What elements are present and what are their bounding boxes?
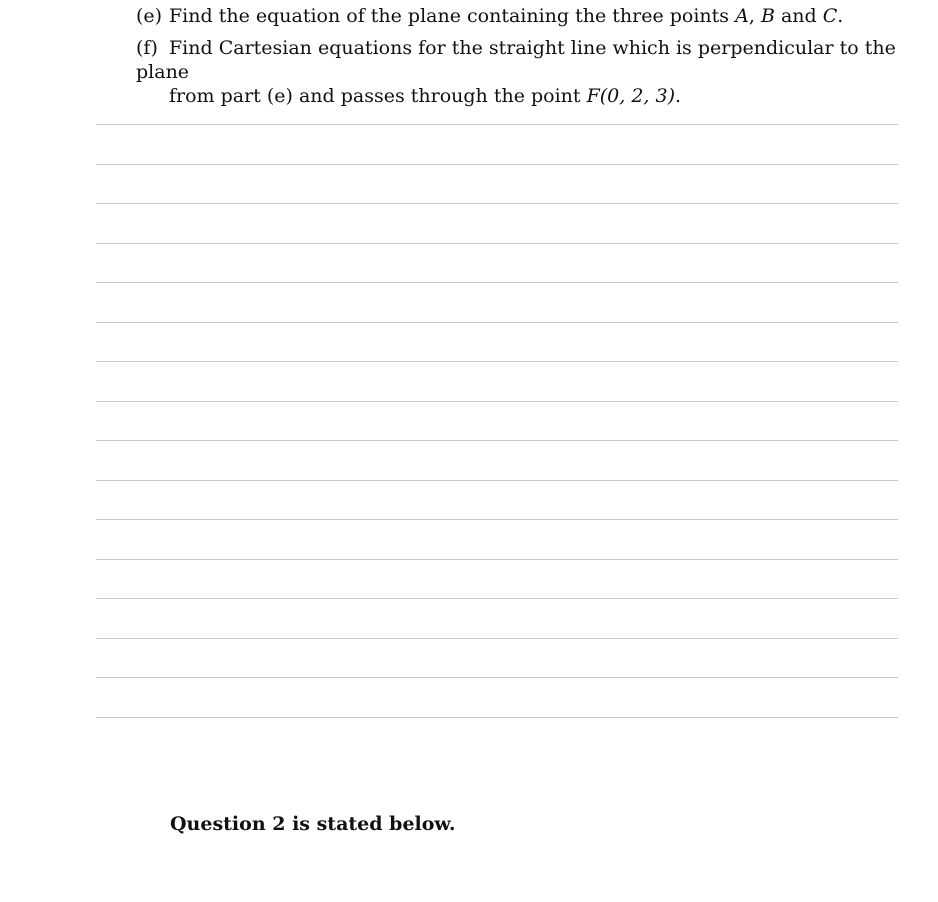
- point-a: A: [735, 5, 749, 27]
- part-label: (e): [136, 5, 163, 27]
- text-segment: ,: [748, 5, 761, 27]
- answer-line: [96, 480, 898, 481]
- answer-line: [96, 598, 898, 599]
- next-question-notice: Question 2 is stated below.: [170, 813, 456, 835]
- answer-line: [96, 322, 898, 323]
- answer-lines: [96, 0, 898, 902]
- answer-line: [96, 677, 898, 678]
- point-c: C: [822, 5, 838, 27]
- answer-line: [96, 282, 898, 283]
- text-segment: from part (e) and passes through the point: [169, 85, 587, 107]
- point-f: F(0, 2, 3): [586, 85, 676, 107]
- answer-line: [96, 203, 898, 204]
- answer-line: [96, 717, 898, 718]
- text-segment: and: [774, 5, 823, 27]
- answer-line: [96, 559, 898, 560]
- text-segment: .: [675, 85, 682, 107]
- text-segment: .: [837, 5, 844, 27]
- answer-line: [96, 401, 898, 402]
- answer-line: [96, 440, 898, 441]
- answer-line: [96, 243, 898, 244]
- part-label: (f): [136, 37, 158, 59]
- text-segment: Find the equation of the plane containing the three points: [169, 5, 736, 27]
- answer-line: [96, 124, 898, 125]
- part-text-line1: Find Cartesian equations for the straight line which is perpendicular to the plane: [136, 37, 896, 83]
- answer-line: [96, 519, 898, 520]
- point-b: B: [760, 5, 775, 27]
- answer-line: [96, 638, 898, 639]
- answer-line: [96, 361, 898, 362]
- answer-line: [96, 164, 898, 165]
